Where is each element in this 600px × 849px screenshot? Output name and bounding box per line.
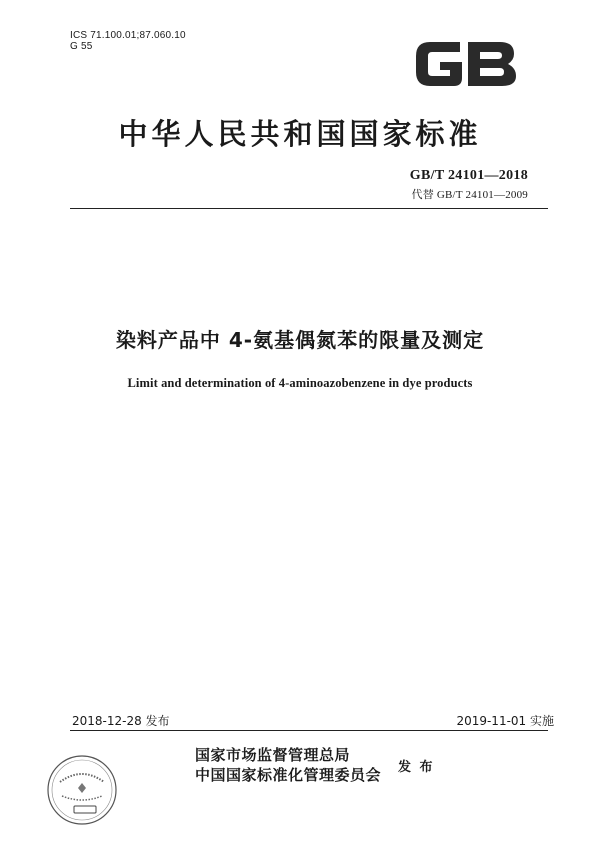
document-title-cn: 染料产品中 4-氨基偶氮苯的限量及测定: [115, 328, 485, 352]
publish-label: 发 布: [398, 760, 435, 775]
issuer-line-2: 中国国家标准化管理委员会: [195, 766, 382, 784]
ics-code: ICS 71.100.01;87.060.10: [70, 30, 186, 41]
ccs-code: G 55: [70, 41, 93, 52]
issuer-line-1: 国家市场监督管理总局: [195, 746, 351, 764]
gb-logo: [410, 36, 522, 92]
top-divider: [70, 208, 548, 209]
replaces-note: 代替 GB/T 24101—2009: [411, 189, 528, 201]
implementation-date: 2019-11-01 实施: [456, 714, 554, 728]
bottom-divider: [70, 730, 548, 731]
standard-code-block: [410, 168, 528, 202]
issuing-authorities: [195, 745, 381, 785]
national-standard-heading: 中华人民共和国国家标准: [118, 117, 482, 151]
document-title-en: Limit and determination of 4-aminoazobenzene in dye products: [127, 376, 473, 390]
official-seal: [44, 752, 120, 828]
issue-date: 2018-12-28 发布: [72, 714, 170, 728]
standard-code: GB/T 24101—2018: [409, 168, 528, 183]
